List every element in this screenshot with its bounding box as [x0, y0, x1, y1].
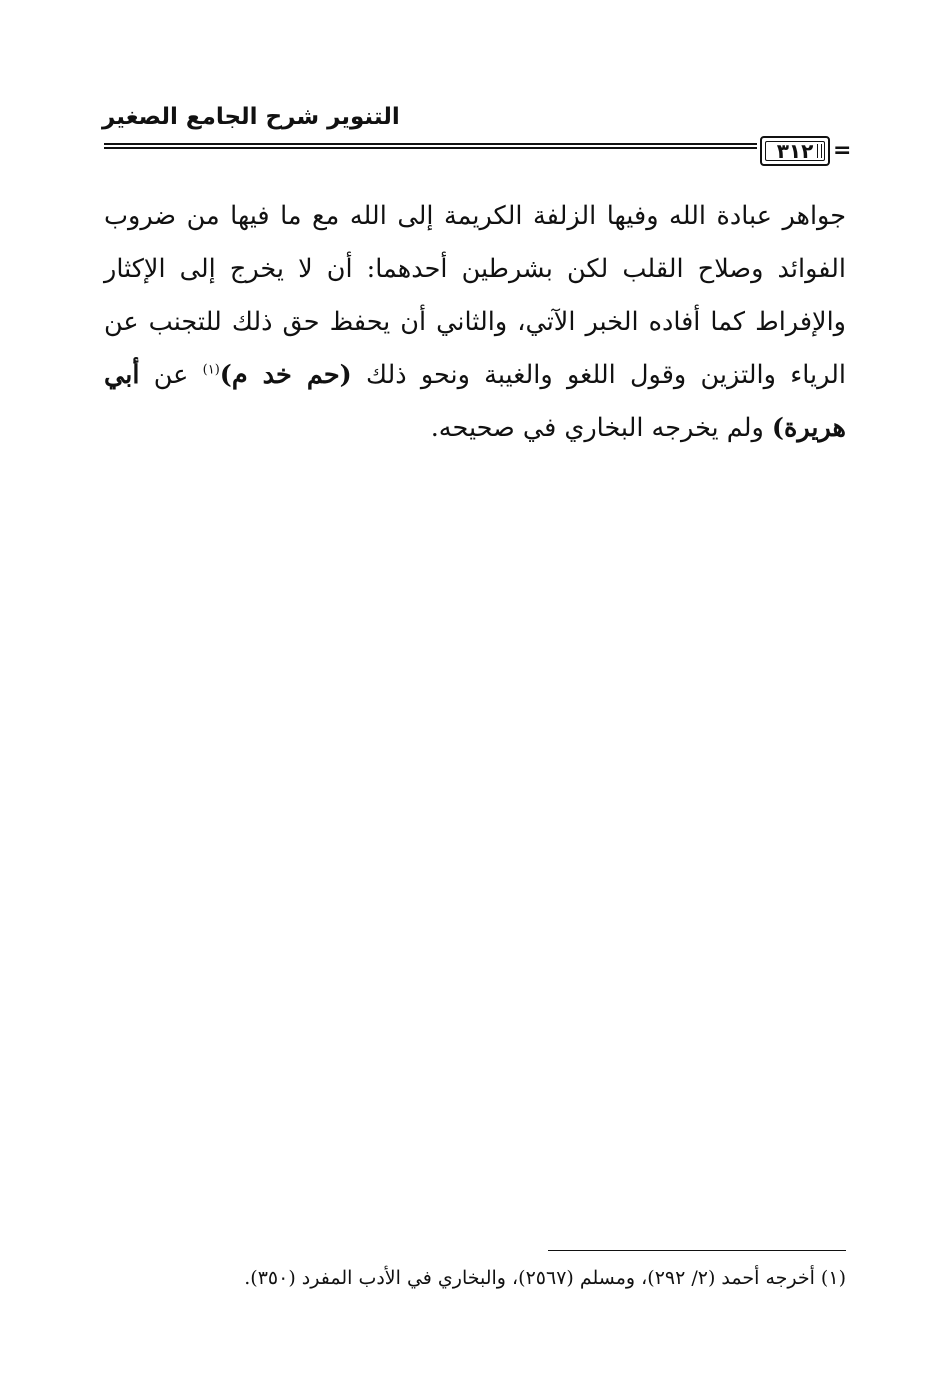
narrator-name: أبي هريرة): [104, 360, 846, 443]
running-title: التنوير شرح الجامع الصغير: [102, 104, 400, 130]
body-text-segment: ولم يخرجه البخاري في صحيحه.: [430, 413, 772, 443]
page-number-frame: [760, 136, 830, 166]
header-double-rule: [104, 143, 757, 149]
body-text-segment: عن: [139, 360, 203, 390]
body-paragraph: [104, 190, 846, 455]
header-ornament-dash: =: [833, 138, 852, 163]
footnote-separator: [548, 1250, 846, 1251]
body-text-segment: جواهر عبادة الله وفيها الزلفة الكريمة إلى الله مع ما فيها من ضروب الفوائد وصلاح القلب لكن بشرطين أحدهما: أن لا يخرج إلى الإكثار والإفراط كما أفاده الخبر الآتي، والثاني أن يحفظ حق ذلك للتجنب عن الرياء والتزين وقول اللغو والغيبة ونحو ذلك: [104, 201, 846, 390]
source-abbreviations: (حم خد م): [219, 360, 352, 390]
footnote: (١) أخرجه أحمد (٢/ ٢٩٢)، ومسلم (٢٥٦٧)، والبخاري في الأدب المفرد (٣٥٠).: [244, 1267, 846, 1289]
footnote-reference[interactable]: (١): [202, 362, 220, 378]
page-number: ٣١٢: [776, 139, 814, 163]
